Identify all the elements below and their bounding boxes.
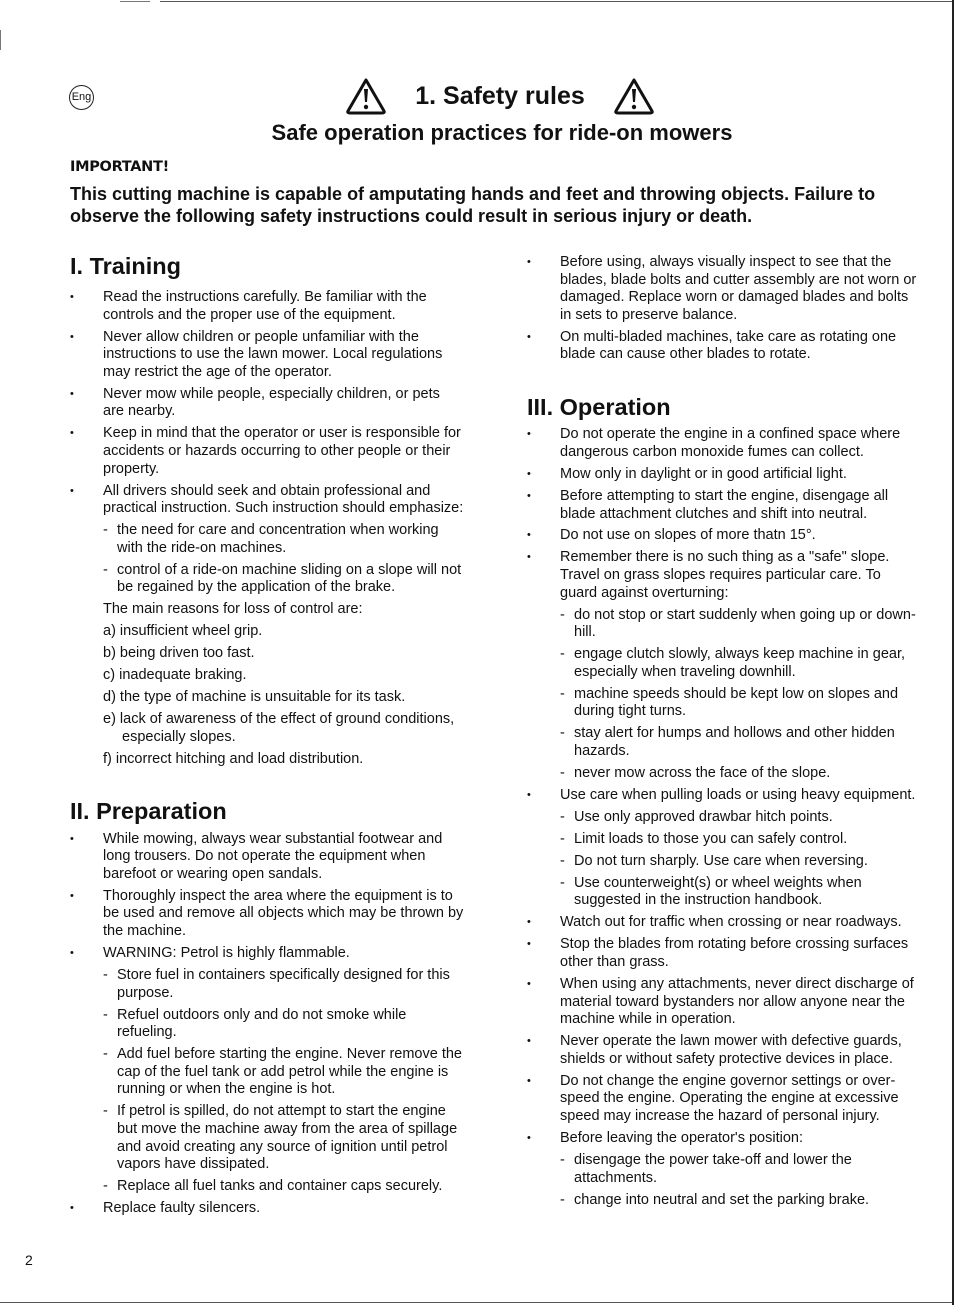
bullet-item: • Before using, always visually inspect to see that the blades, blade bolts and cutter assembly are not worn or damaged. Replace worn or damaged blades and bolts in sets to preserve balance.	[527, 254, 947, 324]
sub-item: - control of a ride-on machine sliding on a slope will not be regained by the application of the brake.	[70, 562, 490, 597]
sub-item: - the need for care and concentration when working with the ride-on machines.	[70, 522, 490, 557]
bullet-item: • Keep in mind that the operator or user is responsible for accidents or hazards occurring to other people or their property.	[70, 425, 490, 478]
important-label: IMPORTANT!	[70, 159, 169, 175]
sub-item: - If petrol is spilled, do not attempt to start the engine but move the machine away from the area of spillage and avoid creating any source of ignition until petrol vapors have dissipated.	[70, 1103, 490, 1173]
section-heading: III. Operation	[527, 393, 671, 420]
bullet-item: • Before attempting to start the engine, disengage all blade attachment clutches and shift into neutral.	[527, 488, 947, 523]
left-column	[70, 251, 490, 1222]
bullet-item: • On multi-bladed machines, take care as rotating one blade can cause other blades to rotate.	[527, 329, 947, 364]
lettered-item: d) the type of machine is unsuitable for its task.	[103, 689, 406, 706]
bullet-item: • Never allow children or people unfamiliar with the instructions to use the lawn mower. Local regulations may restrict the age of the operator.	[70, 329, 490, 382]
warning-statement: This cutting machine is capable of amputating hands and feet and throwing objects. Failure to observe the following safety instructions could result in serious injury or death.	[70, 184, 876, 226]
lettered-item: f) incorrect hitching and load distribution.	[103, 750, 364, 767]
sub-item: - Limit loads to those you can safely control.	[527, 831, 947, 849]
bullet-item: • Stop the blades from rotating before crossing surfaces other than grass.	[527, 936, 947, 971]
bullet-item: • Never mow while people, especially children, or pets are nearby.	[70, 386, 490, 421]
scan-edge	[120, 1, 150, 2]
bullet-item: • Remember there is no such thing as a "safe" slope. Travel on grass slopes requires particular care. To guard against overturning:	[527, 549, 947, 602]
sub-item: - change into neutral and set the parking brake.	[527, 1192, 947, 1210]
sub-item: - disengage the power take-off and lower the attachments.	[527, 1152, 947, 1187]
scan-edge	[160, 1, 954, 2]
warning-triangle-icon	[613, 77, 655, 115]
lettered-item: a) insufficient wheel grip.	[103, 623, 263, 640]
sub-item: - Store fuel in containers specifically designed for this purpose.	[70, 967, 490, 1002]
sub-item: - Refuel outdoors only and do not smoke while refueling.	[70, 1007, 490, 1042]
page-subtitle: Safe operation practices for ride-on mowers	[271, 120, 733, 145]
lettered-item: e) lack of awareness of the effect of ground conditions, especially slopes.	[103, 711, 455, 745]
paragraph: The main reasons for loss of control are:	[103, 601, 363, 618]
bullet-item: • Replace faulty silencers.	[70, 1200, 490, 1218]
sub-item: - stay alert for humps and hollows and other hidden hazards.	[527, 725, 947, 760]
sub-item: - engage clutch slowly, always keep machine in gear, especially when traveling downhill.	[527, 646, 947, 681]
sub-item: - Add fuel before starting the engine. Never remove the cap of the fuel tank or add petrol while the engine is running or when the engine is hot.	[70, 1046, 490, 1099]
sub-item: - Use counterweight(s) or wheel weights when suggested in the instruction handbook.	[527, 875, 947, 910]
bullet-item: • Mow only in daylight or in good artificial light.	[527, 466, 947, 484]
page-number: 2	[25, 1252, 33, 1268]
bullet-item: • Thoroughly inspect the area where the equipment is to be used and remove all objects which may be thrown by the machine.	[70, 888, 490, 941]
sub-item: - Use only approved drawbar hitch points.	[527, 809, 947, 827]
scan-edge	[0, 30, 1, 50]
page-title: 1. Safety rules	[415, 81, 585, 110]
lettered-item: b) being driven too fast.	[103, 645, 255, 662]
right-column	[527, 254, 947, 1213]
bullet-item: • Do not change the engine governor settings or over- speed the engine. Operating the engine at excessive speed may increase the hazard of personal injury.	[527, 1073, 947, 1126]
sub-item: - never mow across the face of the slope.	[527, 765, 947, 783]
bullet-item: • While mowing, always wear substantial footwear and long trousers. Do not operate the equipment when barefoot or wearing open sandals.	[70, 831, 490, 884]
bullet-item: • All drivers should seek and obtain professional and practical instruction. Such instruction should emphasize:	[70, 483, 490, 518]
language-badge: Eng	[69, 85, 94, 110]
section-heading: I. Training	[70, 253, 181, 279]
bullet-item: • Do not operate the engine in a confined space where dangerous carbon monoxide fumes can collect.	[527, 426, 947, 461]
lettered-item: c) inadequate braking.	[103, 667, 247, 684]
bullet-item: • Use care when pulling loads or using heavy equipment.	[527, 787, 947, 805]
scan-edge	[0, 1302, 954, 1303]
warning-triangle-icon	[345, 77, 387, 115]
bullet-item: • WARNING: Petrol is highly flammable.	[70, 945, 490, 963]
sub-item: - Do not turn sharply. Use care when reversing.	[527, 853, 947, 871]
bullet-item: • Do not use on slopes of more thatn 15°.	[527, 527, 947, 545]
bullet-item: • Before leaving the operator's position:	[527, 1130, 947, 1148]
bullet-item: • Never operate the lawn mower with defective guards, shields or without safety protective devices in place.	[527, 1033, 947, 1068]
title-block	[340, 74, 660, 118]
sub-item: - do not stop or start suddenly when going up or down- hill.	[527, 607, 947, 642]
section-heading: II. Preparation	[70, 798, 227, 825]
bullet-item: • When using any attachments, never direct discharge of material toward bystanders nor allow anyone near the machine while in operation.	[527, 976, 947, 1029]
sub-item: - Replace all fuel tanks and container caps securely.	[70, 1178, 490, 1196]
bullet-item: • Watch out for traffic when crossing or near roadways.	[527, 914, 947, 932]
sub-item: - machine speeds should be kept low on slopes and during tight turns.	[527, 686, 947, 721]
bullet-item: • Read the instructions carefully. Be familiar with the controls and the proper use of the equipment.	[70, 289, 490, 324]
